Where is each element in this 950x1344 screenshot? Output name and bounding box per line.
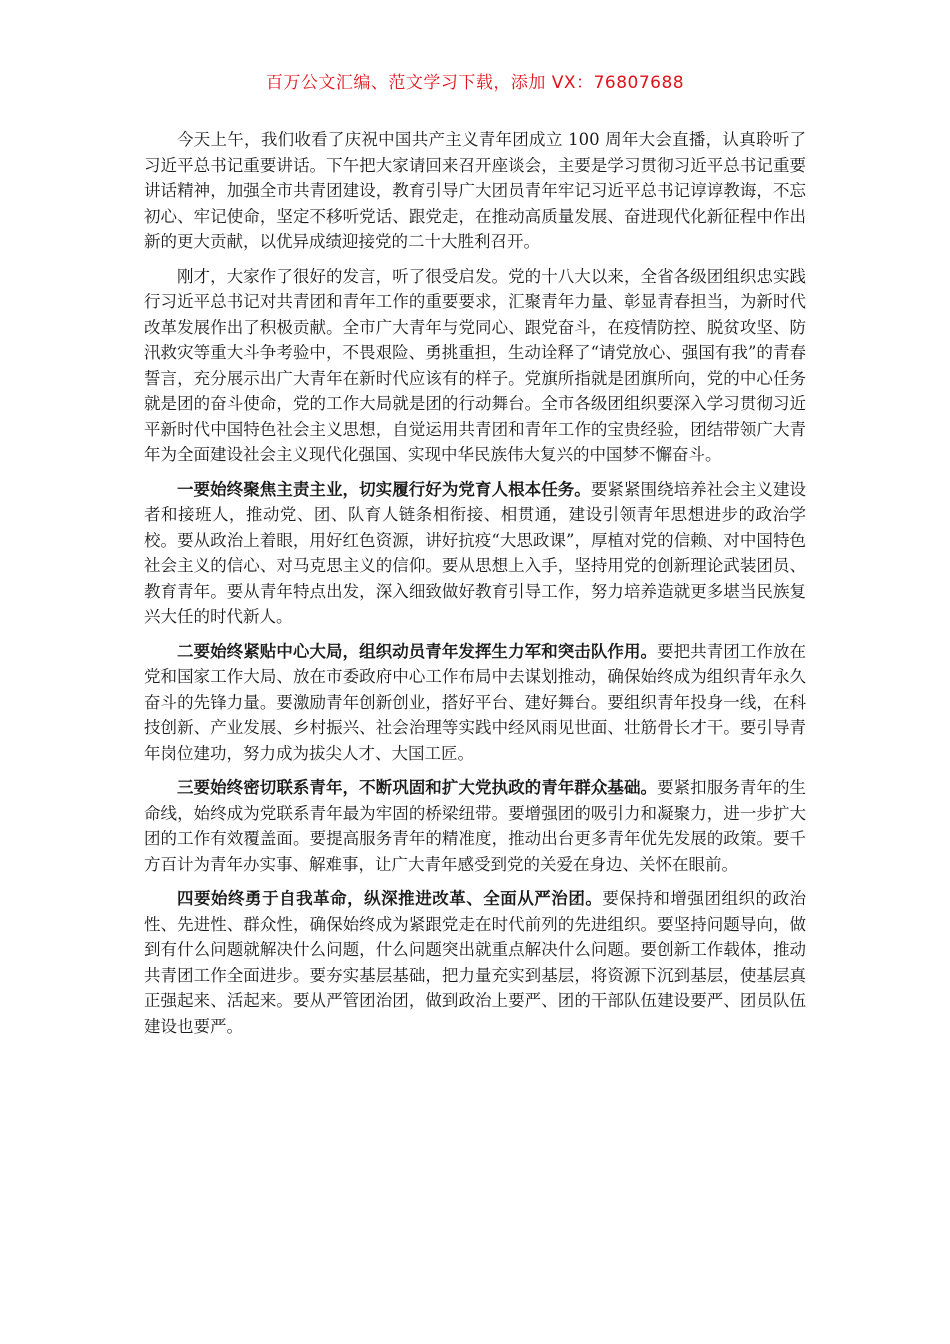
paragraph-1: [144, 127, 806, 255]
paragraph-6: [144, 886, 806, 1039]
paragraph-text: 要把共青团工作放在党和国家工作大局、放在市委政府中心工作布局中去谋划推动，确保始终成为组织青年永久奋斗的先锋力量。要激励青年创新创业，搭好平台、建好舞台。要组织青年投身一线，在科技创新、产业发展、乡村振兴、社会治理等实践中经风雨见世面、壮筋骨长才干。要引导青年岗位建功，努力成为拔尖人才、大国工匠。: [144, 641, 807, 763]
paragraph-lead: 四要始终勇于自我革命，纵深推进改革、全面从严治团。: [177, 889, 603, 908]
paragraph-text: 要紧紧围绕培养社会主义建设者和接班人，推动党、团、队育人链条相衔接、相贯通，建设引领青年思想进步的政治学校。要从政治上着眼，用好红色资源，讲好抗疫“大思政课”，厚植对党的信赖、对中国特色社会主义的信心、对马克思主义的信仰。要从思想上入手，坚持用党的创新理论武装团员、教育青年。要从青年特点出发，深入细致做好教育引导工作，努力培养造就更多堪当民族复兴大任的时代新人。: [144, 479, 807, 626]
paragraph-text: 要保持和增强团组织的政治性、先进性、群众性，确保始终成为紧跟党走在时代前列的先进组织。要坚持问题导向，做到有什么问题就解决什么问题，什么问题突出就重点解决什么问题。要创新工作载体，推动共青团工作全面进步。要夯实基层基础，把力量充实到基层，将资源下沉到基层，使基层真正强起来、活起来。要从严管团治团，做到政治上要严、团的干部队伍建设要严、团员队伍建设也要严。: [144, 889, 807, 1036]
paragraph-text: 刚才，大家作了很好的发言，听了很受启发。党的十八大以来，全省各级团组织忠实践行习近平总书记对共青团和青年工作的重要要求，汇聚青年力量、彰显青春担当，为新时代改革发展作出了积极贡献。全市广大青年与党同心、跟党奋斗，在疫情防控、脱贫攻坚、防汛救灾等重大斗争考验中，不畏艰险、勇挑重担，生动诠释了“请党放心、强国有我”的青春誓言，充分展示出广大青年在新时代应该有的样子。党旗所指就是团旗所向，党的中心任务就是团的奋斗使命，党的工作大局就是团的行动舞台。全市各级团组织要深入学习贯彻习近平新时代中国特色社会主义思想，自觉运用共青团和青年工作的宝贵经验，团结带领广大青年为全面建设社会主义现代化强国、实现中华民族伟大复兴的中国梦不懈奋斗。: [144, 266, 806, 464]
paragraph-text: 今天上午，我们收看了庆祝中国共产主义青年团成立 100 周年大会直播，认真聆听了习近平总书记重要讲话。下午把大家请回来召开座谈会，主要是学习贯彻习近平总书记重要讲话精神，加强全市共青团建设，教育引导广大团员青年牢记习近平总书记谆谆教诲，不忘初心、牢记使命，坚定不移听党话、跟党走，在推动高质量发展、奋进现代化新征程中作出新的更大贡献，以优异成绩迎接党的二十大胜利召开。: [144, 130, 806, 251]
paragraph-2: [144, 264, 806, 468]
header-watermark-text: 百万公文汇编、范文学习下载，添加 VX：76807688: [265, 73, 685, 93]
paragraph-4: [144, 639, 806, 767]
paragraph-lead: 二要始终紧贴中心大局，组织动员青年发挥生力军和突击队作用。: [177, 641, 658, 661]
paragraph-5: [144, 775, 806, 877]
paragraph-text: 要紧扣服务青年的生命线，始终成为党联系青年最为牢固的桥梁纽带。要增强团的吸引力和凝聚力，进一步扩大团的工作有效覆盖面。要提高服务青年的精准度，推动出台更多青年优先发展的政策。要千方百计为青年办实事、解难事，让广大青年感受到党的关爱在身边、关怀在眼前。: [144, 778, 807, 874]
paragraph-3: [144, 477, 806, 630]
paragraph-lead: 三要始终密切联系青年，不断巩固和扩大党执政的青年群众基础。: [177, 778, 658, 797]
document-body: [144, 127, 806, 1048]
paragraph-lead: 一要始终聚焦主责主业，切实履行好为党育人根本任务。: [177, 479, 591, 499]
